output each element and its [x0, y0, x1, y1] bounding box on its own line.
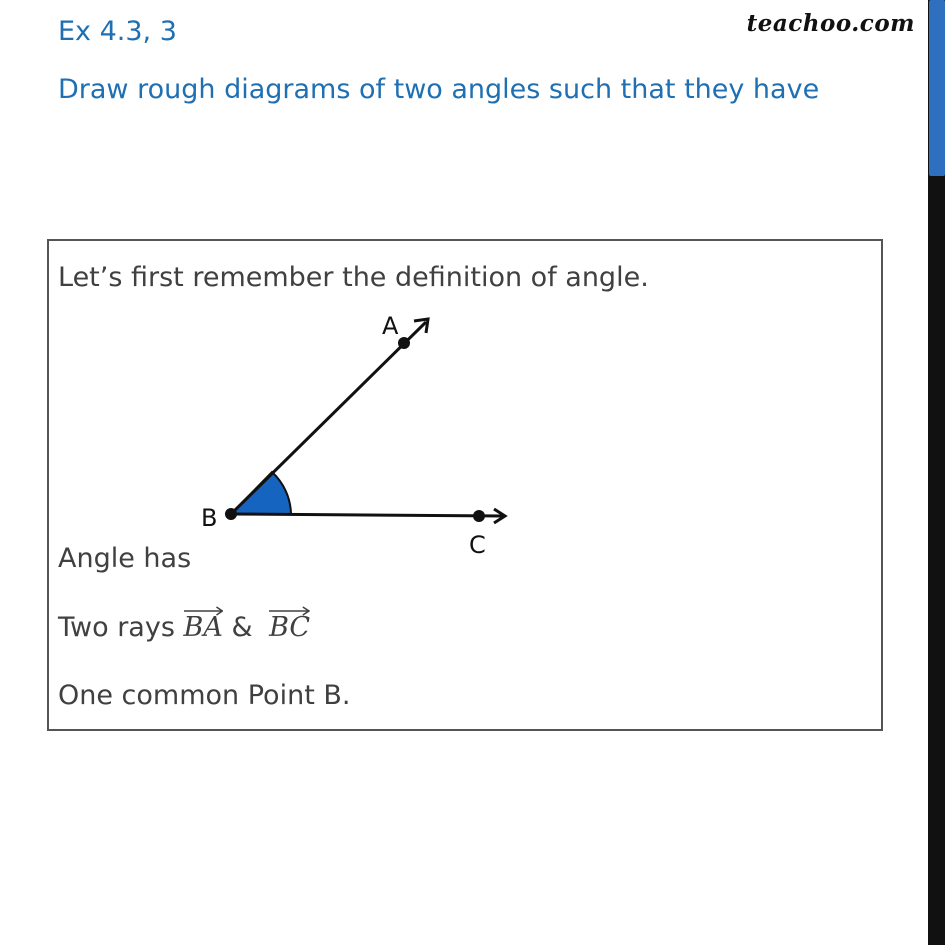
ray-bc [231, 514, 504, 516]
vector-bc [269, 612, 310, 643]
exercise-title: Ex 4.3, 3 [58, 16, 177, 47]
ray-ba [231, 322, 426, 514]
label-c: C [469, 531, 486, 559]
two-rays-line [58, 612, 310, 643]
vector-arrow-icon [269, 606, 310, 616]
angle-has-text: Angle has [58, 543, 192, 574]
common-point-text: One common Point B. [58, 680, 351, 711]
brand-logo: teachoo.com [746, 10, 915, 37]
two-rays-prefix: Two rays [58, 612, 175, 643]
point-c [473, 510, 485, 522]
angle-arc [231, 472, 291, 514]
vector-arrow-icon [184, 606, 223, 616]
point-b [225, 508, 237, 520]
point-a [398, 337, 410, 349]
question-text: Draw rough diagrams of two angles such that they have [58, 74, 820, 105]
label-b: B [201, 504, 218, 532]
vector-bc-label: BC [269, 612, 311, 643]
label-a: A [382, 312, 399, 340]
ampersand: & [231, 612, 253, 643]
intro-text: Let’s first remember the definition of angle. [58, 262, 649, 293]
vector-ba [184, 612, 223, 643]
vector-ba-label: BA [183, 612, 223, 643]
